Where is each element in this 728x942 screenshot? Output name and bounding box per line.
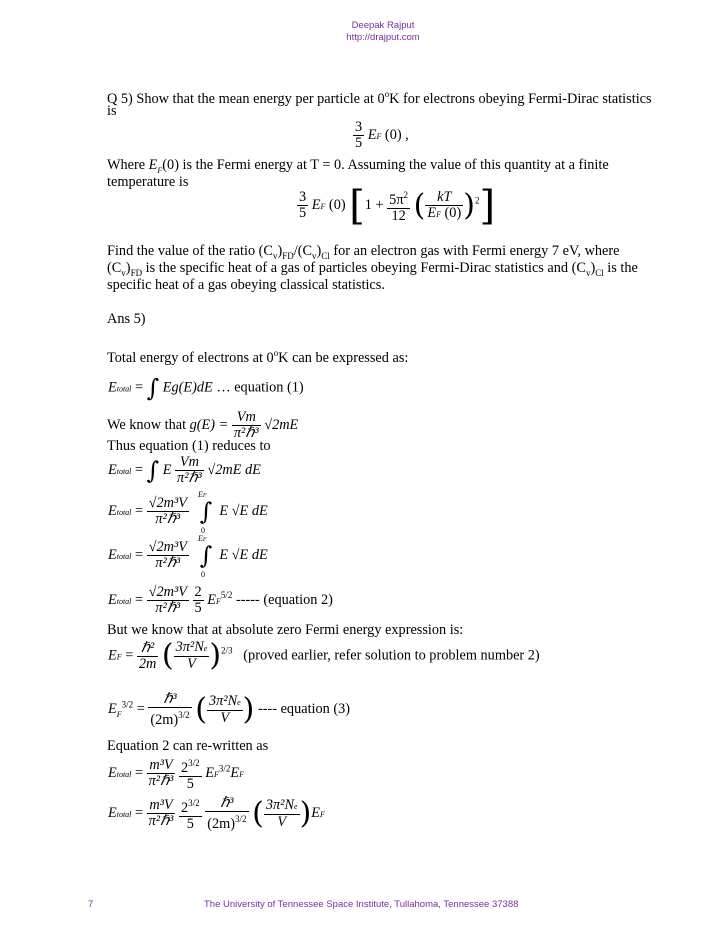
thus-text: Thus equation (1) reduces to [107, 438, 271, 454]
equation-integral-a: Etotal = $\frac{\text{√2m³V}}{\text{π²ℏ³}}$ ∫ E √E dE [108, 495, 268, 527]
fermi-energy-equation: EF = $\frac{\text{ℏ²}}{2m}$ ( $\frac{\text{3π²Ne}}{V}$ )$^{2/3}$ (proved earlier, refer solution to problem number 2) [108, 638, 540, 673]
upper-limit-b: EF [198, 534, 207, 543]
equation-2: Etotal = $\frac{\text{√2m³V}}{\text{π²ℏ³}}$ $\frac{2}{5}$ $EF^{5/2}$ ----- (equation 2) [108, 584, 333, 616]
equation-integral-b: Etotal = $\frac{\text{√2m³V}}{\text{π²ℏ³}}$ ∫ E √E dE [108, 539, 268, 571]
header-author: Deepak Rajput [351, 20, 415, 31]
answer-label: Ans 5) [107, 311, 146, 327]
equation-finite-temperature: $\frac{3}{5}$ EF (0) [1 + $\frac{5\pi^2}{12}$ ( $\frac{kT}{EF (0)}$ )$^2$] [299, 182, 496, 229]
equation-expanded: Etotal = ∫ E $\frac{Vm}{\text{π²ℏ³}}$ √2mE dE [108, 454, 261, 486]
find-line-1: Find the value of the ratio $(C_v)_{FD}/(C_v)_{Cl}$ for an electron gas with Fermi energy 7 eV, where [107, 243, 620, 261]
find-line-3: specific heat of a gas obeying classical statistics. [107, 277, 385, 293]
equation-mean-energy: $\frac{3}{5}$ EF (0) , [355, 119, 409, 151]
find-line-2: $(C_v)_{FD}$ is the specific heat of a gas of particles obeying Fermi-Dirac statistics and $(C_v)_{Cl}$ is the [107, 260, 638, 278]
equation-3: $E_F^{3/2}$ = $\frac{\text{ℏ³}}{(2m)^{3/2}}$ ( $\frac{\text{3π²Ne}}{V}$ ) ---- equation (3) [108, 691, 351, 728]
where-line-1: Where $E_F(0)$ is the Fermi energy at T = 0. Assuming the value of this quantity at a finite [107, 157, 609, 175]
footer-institution: The University of Tennessee Space Institute, Tullahoma, Tennessee 37388 [204, 899, 519, 910]
question-line-1: Q 5) Show that the mean energy per particle at 0$^o$K for electrons obeying Fermi-Dirac statistics [107, 89, 652, 107]
page-number: 7 [88, 899, 94, 910]
equation-1: Etotal = ∫ Eg(E)dE … equation (1) [108, 374, 304, 402]
rewrite-text: Equation 2 can re-written as [107, 738, 269, 754]
absolute-zero-text: But we know that at absolute zero Fermi energy expression is: [107, 622, 464, 638]
header-url[interactable]: http://drajput.com [346, 32, 420, 43]
where-line-2: temperature is [107, 174, 189, 190]
equation-rewrite-2: Etotal = $\frac{\text{m³V}}{\text{π²ℏ³}}$ $\frac{2^{3/2}}{5}$ $\frac{\text{ℏ³}}{(2m)^{3/2}}$ ( $\frac{\text{3π²Ne}}{V}$ )EF [108, 795, 325, 832]
lower-limit-b: 0 [201, 570, 205, 579]
equation-rewrite-1: Etotal = $\frac{\text{m³V}}{\text{π²ℏ³}}$ $\frac{2^{3/2}}{5}$ $EF^{3/2}EF$ [108, 757, 245, 792]
question-line-2: is [107, 103, 117, 119]
total-energy-text: Total energy of electrons at 0$^o$K can be expressed as: [107, 348, 409, 366]
lower-limit-a: 0 [201, 526, 205, 535]
g-of-e-line: We know that g(E) = $\frac{Vm}{\text{π²ℏ³}}$ √2mE [107, 409, 299, 441]
upper-limit-a: EF [198, 490, 207, 499]
